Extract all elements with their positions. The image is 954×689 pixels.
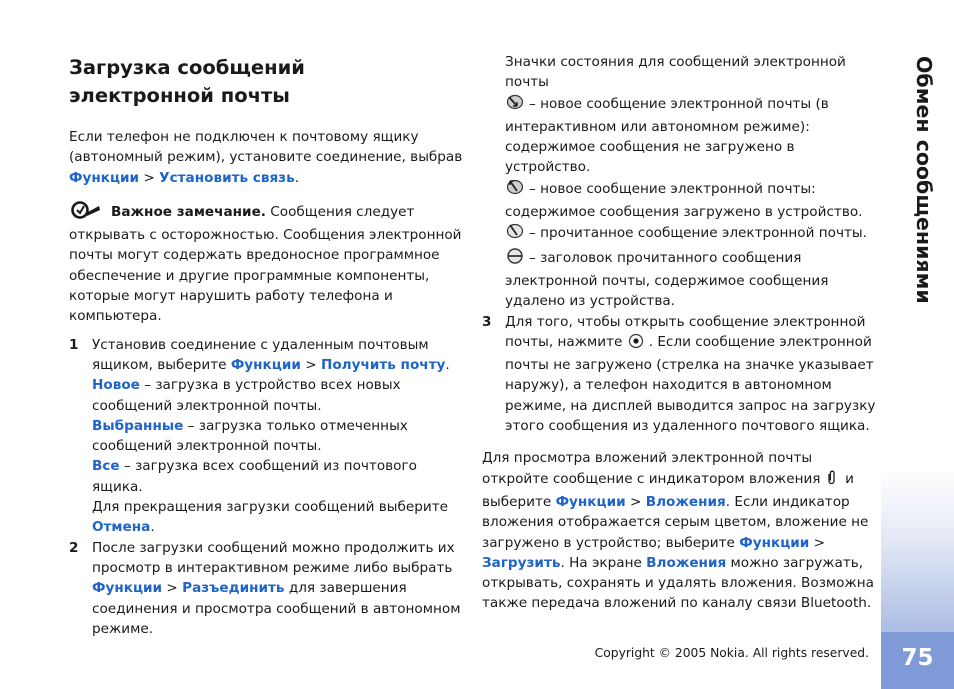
status-icons-block: Значки состояния для сообщений электронной почты – новое сообщение электронной почты (в интерактивном или автономном режиме): содержимое сообщения не загружено в устройство. – новое сообщение электронной почты: содержимое сообщения загружено в устройство. – прочитанное сообщение электронной почты. – заголовок прочитанного сообщения электронной почты, содержимое сообщения удалено из устройства. xyxy=(505,54,867,310)
menu-functions: Функции xyxy=(92,580,163,597)
step-1: 1 Установив соединение с удаленным почтовым ящиком, выберите Функции > Получить почту. Новое – загрузка в устройство всех новых сообщений электронной почты. Выбранные – загрузка только отмеченных сообщений электронной почты. Все – загрузка всех сообщений из почтового ящика. Для прекращения загрузки сообщений выберите Отмена. xyxy=(69,336,450,536)
menu-attachments: Вложения xyxy=(645,493,726,510)
menu-functions: Функции xyxy=(739,534,810,551)
read-mail-icon xyxy=(505,222,525,246)
option-selected: Выбранные xyxy=(92,417,184,434)
note-label: Важное замечание. xyxy=(111,203,266,220)
menu-get-mail: Получить почту xyxy=(320,356,446,373)
new-mail-not-downloaded-icon xyxy=(505,93,525,117)
screen-attachments: Вложения xyxy=(646,554,727,571)
section-title: Обмен сообщениями xyxy=(912,56,936,304)
attachments-paragraph: Для просмотра вложений электронной почты откройте сообщение с индикатором вложения и выберите Функции > Вложения. Если индикатор вложения отображается серым цветом, вложение не загружено в устройство; выберите Функции > Загрузить. На экране Вложения можно загружать, открывать, сохранять и удалять вложения. Возможна также передача вложений по каналу связи Bluetooth. xyxy=(482,450,874,612)
right-column xyxy=(482,52,877,614)
important-note: Важное замечание. Сообщения следует открывать с осторожностью. Сообщения электронной почты могут содержать вредоносное программное обеспечение и другие программные компоненты, которые могут нарушить работу телефона и компьютера. xyxy=(69,201,464,327)
page-number: 75 xyxy=(901,645,934,671)
new-mail-downloaded-icon xyxy=(505,178,525,202)
step-3: 3 Для того, чтобы открыть сообщение электронной почты, нажмите . Если сообщение электронной почты не загружено (стрелка на значке указывает наружу), а телефон находится в автономном режиме, на дисплей выводится запрос на загрузку этого сообщения из удаленного почтового ящика. xyxy=(482,313,876,435)
menu-connect: Установить связь xyxy=(159,169,295,186)
left-column xyxy=(69,54,464,639)
menu-cancel: Отмена xyxy=(92,519,151,536)
warning-icon xyxy=(69,201,107,225)
intro-paragraph: Если телефон не подключен к почтовому ящику (автономный режим), установите соединение, выбрав Функции > Установить связь. xyxy=(69,129,463,186)
menu-download: Загрузить xyxy=(482,554,561,571)
menu-functions: Функции xyxy=(69,169,140,186)
mail-header-only-icon xyxy=(505,247,525,271)
steps-list xyxy=(69,335,464,639)
step-2: 2 После загрузки сообщений можно продолжить их просмотр в интерактивном режиме либо выбрать Функции > Разъединить для завершения соединения и просмотра сообщений в автономном режиме. xyxy=(69,539,461,637)
paperclip-icon xyxy=(825,470,837,492)
joystick-press-icon xyxy=(627,333,645,355)
menu-functions: Функции xyxy=(555,493,626,510)
option-all: Все xyxy=(92,458,120,475)
option-new: Новое xyxy=(92,377,140,394)
copyright-notice: Copyright © 2005 Nokia. All rights reserved. xyxy=(594,646,869,660)
page-heading: Загрузка сообщений электронной почты xyxy=(69,56,305,107)
menu-disconnect: Разъединить xyxy=(182,580,285,597)
menu-functions: Функции xyxy=(230,356,301,373)
